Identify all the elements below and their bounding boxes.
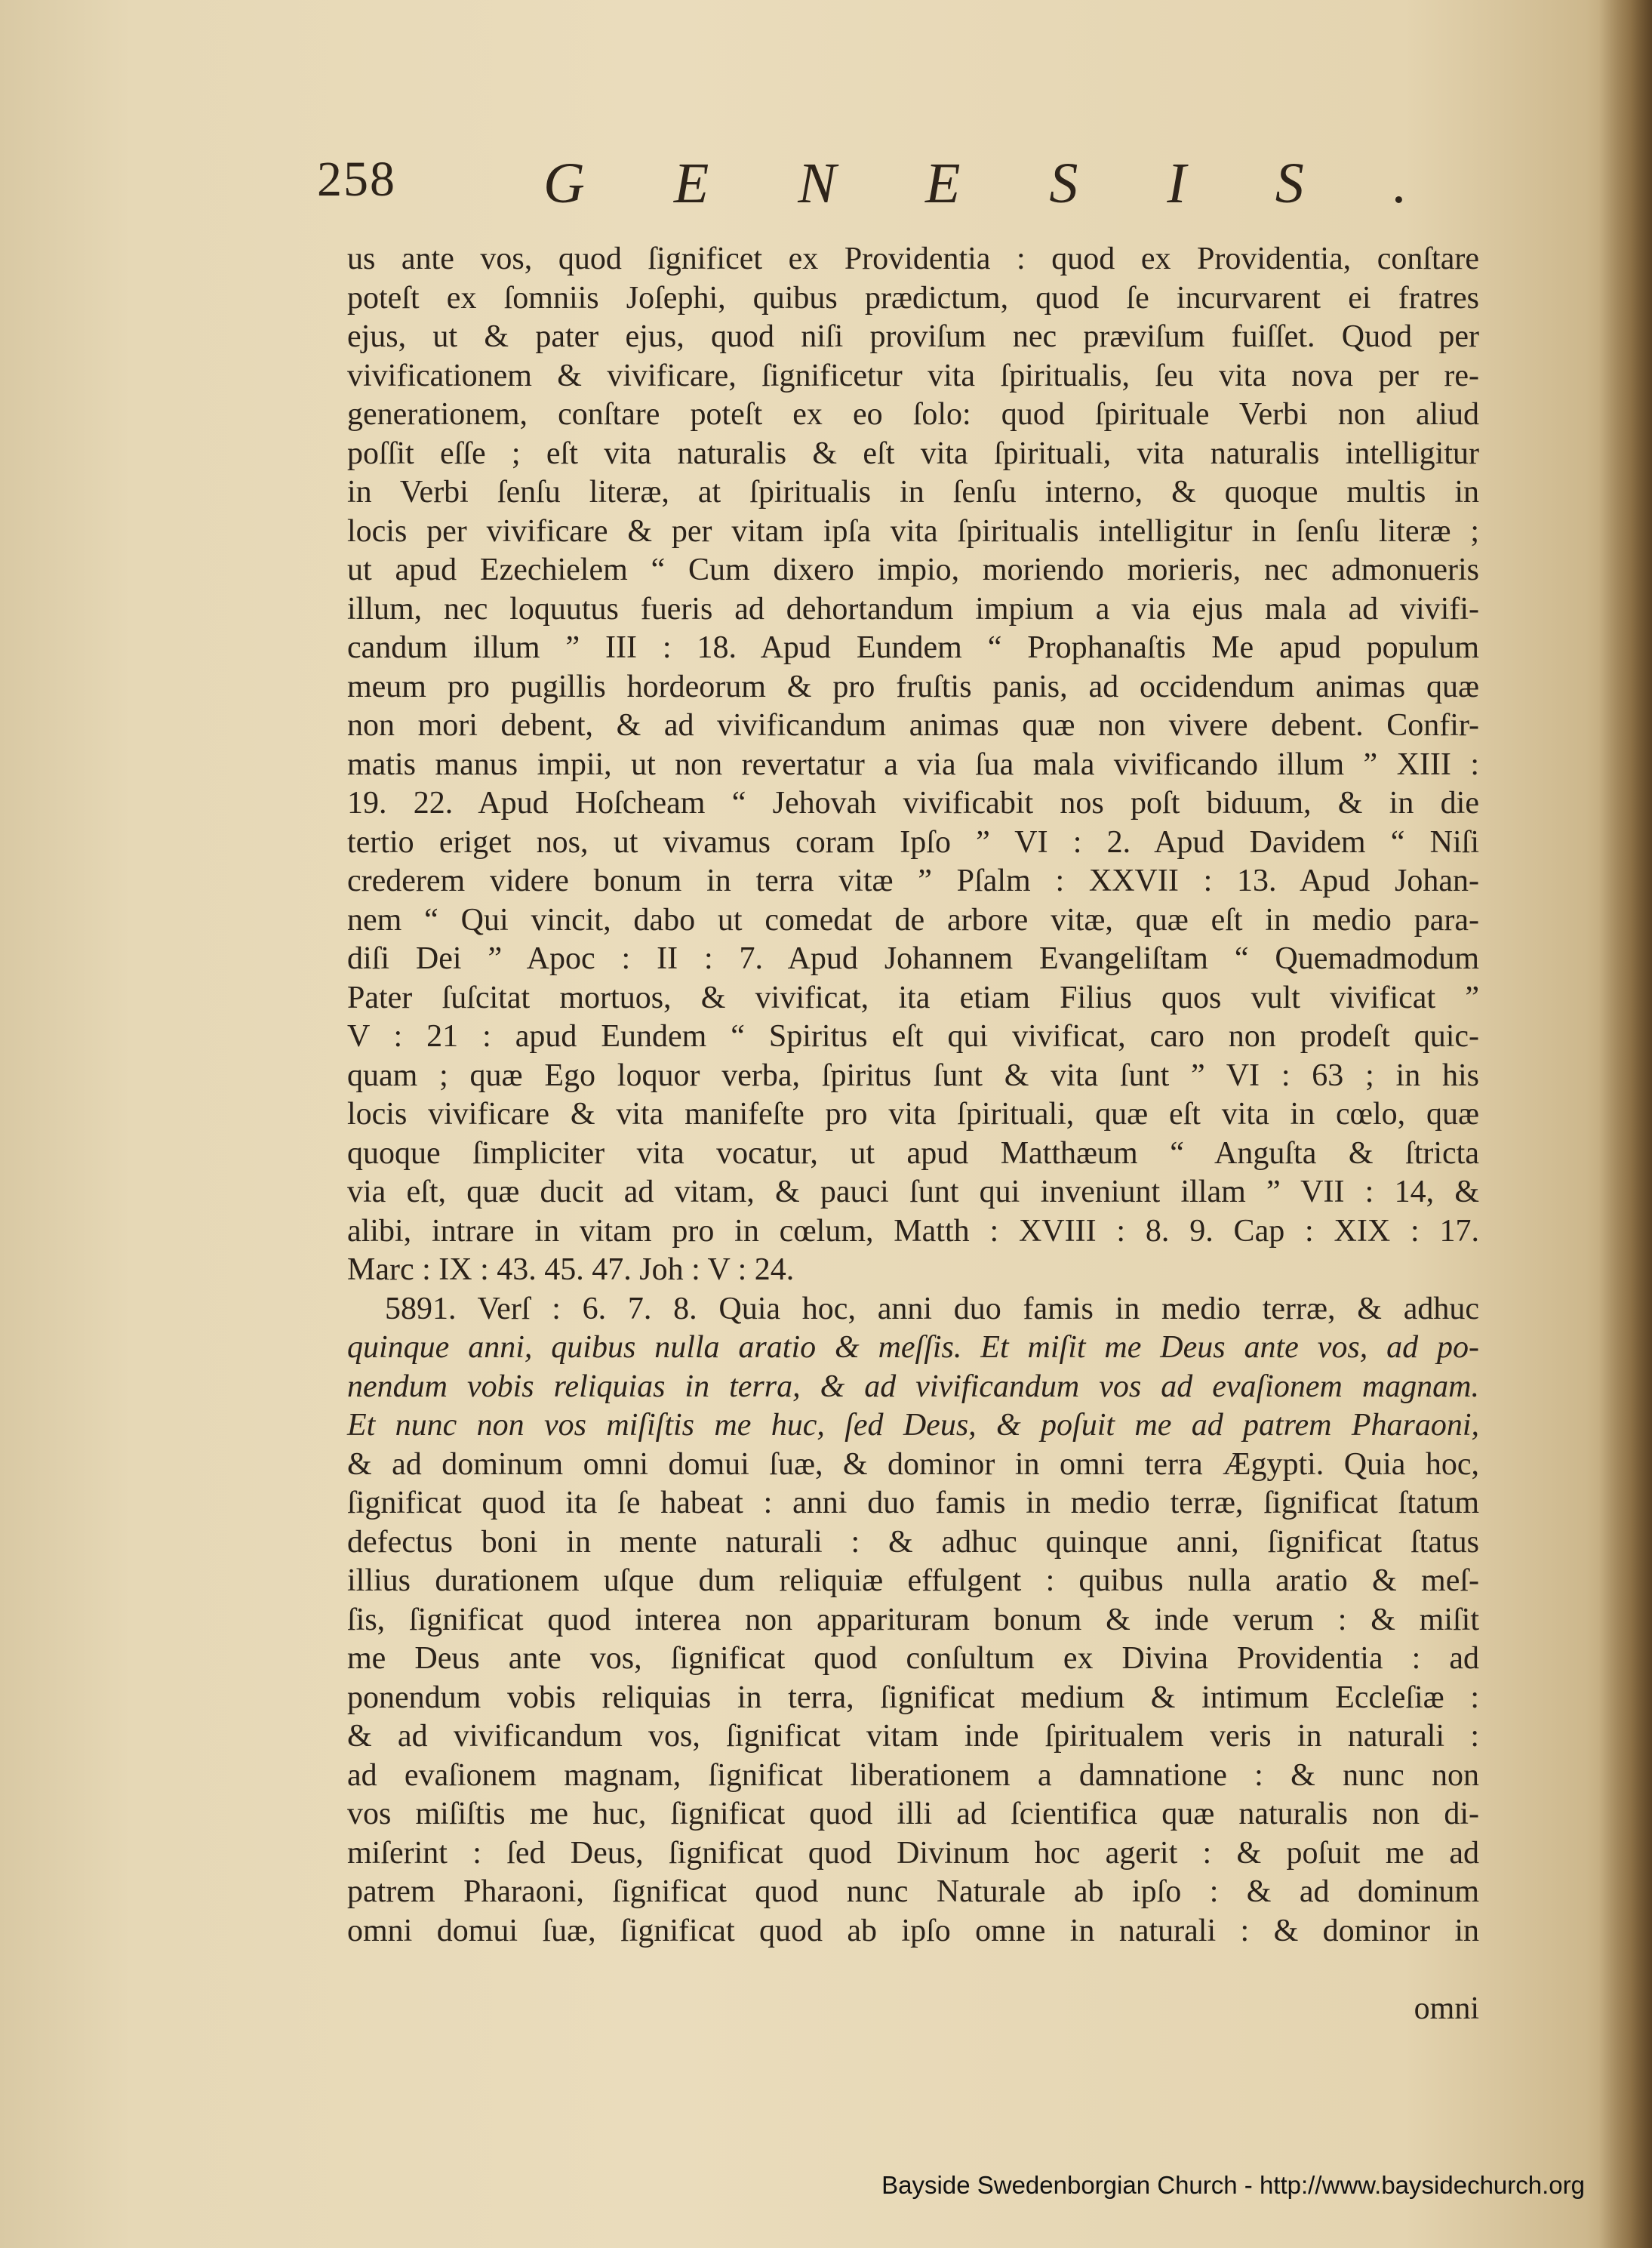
page-header	[317, 151, 1497, 234]
text-line: diſi Dei ” Apoc : II : 7. Apud Johannem Evangeliſtam “ Quemadmodum	[347, 941, 1479, 976]
text-line: crederem videre bonum in terra vitæ ” Pſalm : XXVII : 13. Apud Johan-	[347, 864, 1479, 898]
text-line: nem “ Qui vincit, dabo ut comedat de arbore vitæ, quæ eſt in medio para-	[347, 902, 1479, 938]
text-line: Marc : IX : 43. 45. 47. Joh : V : 24.	[347, 1252, 795, 1287]
text-line: quoque ſimpliciter vita vocatur, ut apud Matthæum “ Anguſta & ſtricta	[347, 1135, 1479, 1171]
text-line: via eſt, quæ ducit ad vitam, & pauci ſunt qui inveniunt illam ” VII : 14, &	[347, 1175, 1479, 1209]
body-text	[347, 240, 1479, 2028]
text-line: Et nunc non vos miſiſtis me huc, ſed Deus, & poſuit me ad patrem Pharaoni,	[347, 1408, 1479, 1443]
text-line: & ad dominum omni domui ſuæ, & dominor in omni terra Ægypti. Quia hoc,	[347, 1446, 1479, 1482]
text-line: 5891. Verſ : 6. 7. 8. Quia hoc, anni duo famis in medio terræ, & adhuc	[385, 1291, 1479, 1326]
text-line: poſſit eſſe ; eſt vita naturalis & eſt vita ſpirituali, vita naturalis intelligitur	[347, 436, 1479, 471]
text-line: ejus, ut & pater ejus, quod niſi proviſum nec præviſum fuiſſet. Quod per	[347, 319, 1479, 354]
text-line: ad evaſionem magnam, ſignificat liberationem a damnatione : & nunc non	[347, 1757, 1479, 1793]
text-line: V : 21 : apud Eundem “ Spiritus eſt qui vivificat, caro non prodeſt quic-	[347, 1019, 1479, 1054]
text-line: us ante vos, quod ſignificet ex Providentia : quod ex Providentia, conſtare	[347, 242, 1479, 276]
text-line: vivificationem & vivificare, ſignificetur vita ſpiritualis, ſeu vita nova per re-	[347, 358, 1479, 393]
text-line: quam ; quæ Ego loquor verba, ſpiritus ſunt & vita ſunt ” VI : 63 ; in his	[347, 1058, 1479, 1093]
text-line: vos miſiſtis me huc, ſignificat quod illi ad ſcientifica quæ naturalis non di-	[347, 1797, 1479, 1831]
text-line	[347, 1951, 1479, 1990]
text-line: meum pro pugillis hordeorum & pro fruſtis panis, ad occidendum animas quæ	[347, 669, 1479, 704]
text-line: me Deus ante vos, ſignificat quod conſultum ex Divina Providentia : ad	[347, 1641, 1479, 1676]
catchword: omni	[1414, 1991, 1479, 2026]
text-line: alibi, intrare in vitam pro in cœlum, Matth : XVIII : 8. 9. Cap : XIX : 17.	[347, 1213, 1479, 1249]
page-gutter-shadow	[1599, 0, 1652, 2248]
text-line: & ad vivificandum vos, ſignificat vitam inde ſpiritualem veris in naturali :	[347, 1719, 1479, 1754]
text-line: omni domui ſuæ, ſignificat quod ab ipſo omne in naturali : & dominor in	[347, 1913, 1479, 1948]
text-line: matis manus impii, ut non revertatur a via ſua mala vivificando illum ” XIII :	[347, 747, 1479, 782]
page-number: 258	[317, 152, 396, 207]
text-line: generationem, conſtare poteſt ex eo ſolo: quod ſpirituale Verbi non aliud	[347, 397, 1479, 432]
text-line: miſerint : ſed Deus, ſignificat quod Divinum hoc agerit : & poſuit me ad	[347, 1835, 1479, 1871]
text-line: candum illum ” III : 18. Apud Eundem “ Prophanaſtis Me apud populum	[347, 630, 1479, 665]
text-line: ſignificat quod ita ſe habeat : anni duo famis in medio terræ, ſignificat ſtatum	[347, 1486, 1479, 1520]
text-line: quinque anni, quibus nulla aratio & meſſis. Et miſit me Deus ante vos, ad po-	[347, 1330, 1479, 1365]
text-line: illum, nec loquutus fueris ad dehortandum impium a via ejus mala ad vivifi-	[347, 591, 1479, 627]
text-line: tertio eriget nos, ut vivamus coram Ipſo ” VI : 2. Apud Davidem “ Niſi	[347, 824, 1479, 860]
text-line: ponendum vobis reliquias in terra, ſignificat medium & intimum Eccleſiæ :	[347, 1680, 1479, 1715]
text-line: 19. 22. Apud Hoſcheam “ Jehovah vivificabit nos poſt biduum, & in die	[347, 786, 1479, 821]
text-line: ſis, ſignificat quod interea non apparituram bonum & inde verum : & miſit	[347, 1602, 1479, 1637]
text-line: in Verbi ſenſu literæ, at ſpiritualis in ſenſu interno, & quoque multis in	[347, 475, 1479, 510]
text-line: poteſt ex ſomniis Joſephi, quibus prædictum, quod ſe incurvarent ei fratres	[347, 280, 1479, 316]
text-line: defectus boni in mente naturali : & adhuc quinque anni, ſignificat ſtatus	[347, 1524, 1479, 1560]
text-line: locis per vivificare & per vitam ipſa vita ſpiritualis intelligitur in ſenſu literæ ;	[347, 513, 1479, 549]
text-line: non mori debent, & ad vivificandum animas quæ non vivere debent. Confir-	[347, 708, 1479, 743]
footer-watermark-text: Bayside Swedenborgian Church - http://www.baysidechurch.org	[881, 2171, 1585, 2199]
running-title: GENESIS.	[543, 152, 1497, 215]
text-line: patrem Pharaoni, ſignificat quod nunc Naturale ab ipſo : & ad dominum	[347, 1874, 1479, 1909]
text-line: ut apud Ezechielem “ Cum dixero impio, moriendo morieris, nec admonueris	[347, 553, 1479, 587]
text-line: Pater ſuſcitat mortuos, & vivificat, ita etiam Filius quos vult vivificat ”	[347, 980, 1479, 1015]
text-line: nendum vobis reliquias in terra, & ad vivificandum vos ad evaſionem magnam.	[347, 1369, 1479, 1404]
text-line: illius durationem uſque dum reliquiæ effulgent : quibus nulla aratio & meſ-	[347, 1563, 1479, 1598]
text-line: locis vivificare & vita manifeſte pro vita ſpirituali, quæ eſt vita in cœlo, quæ	[347, 1097, 1479, 1132]
